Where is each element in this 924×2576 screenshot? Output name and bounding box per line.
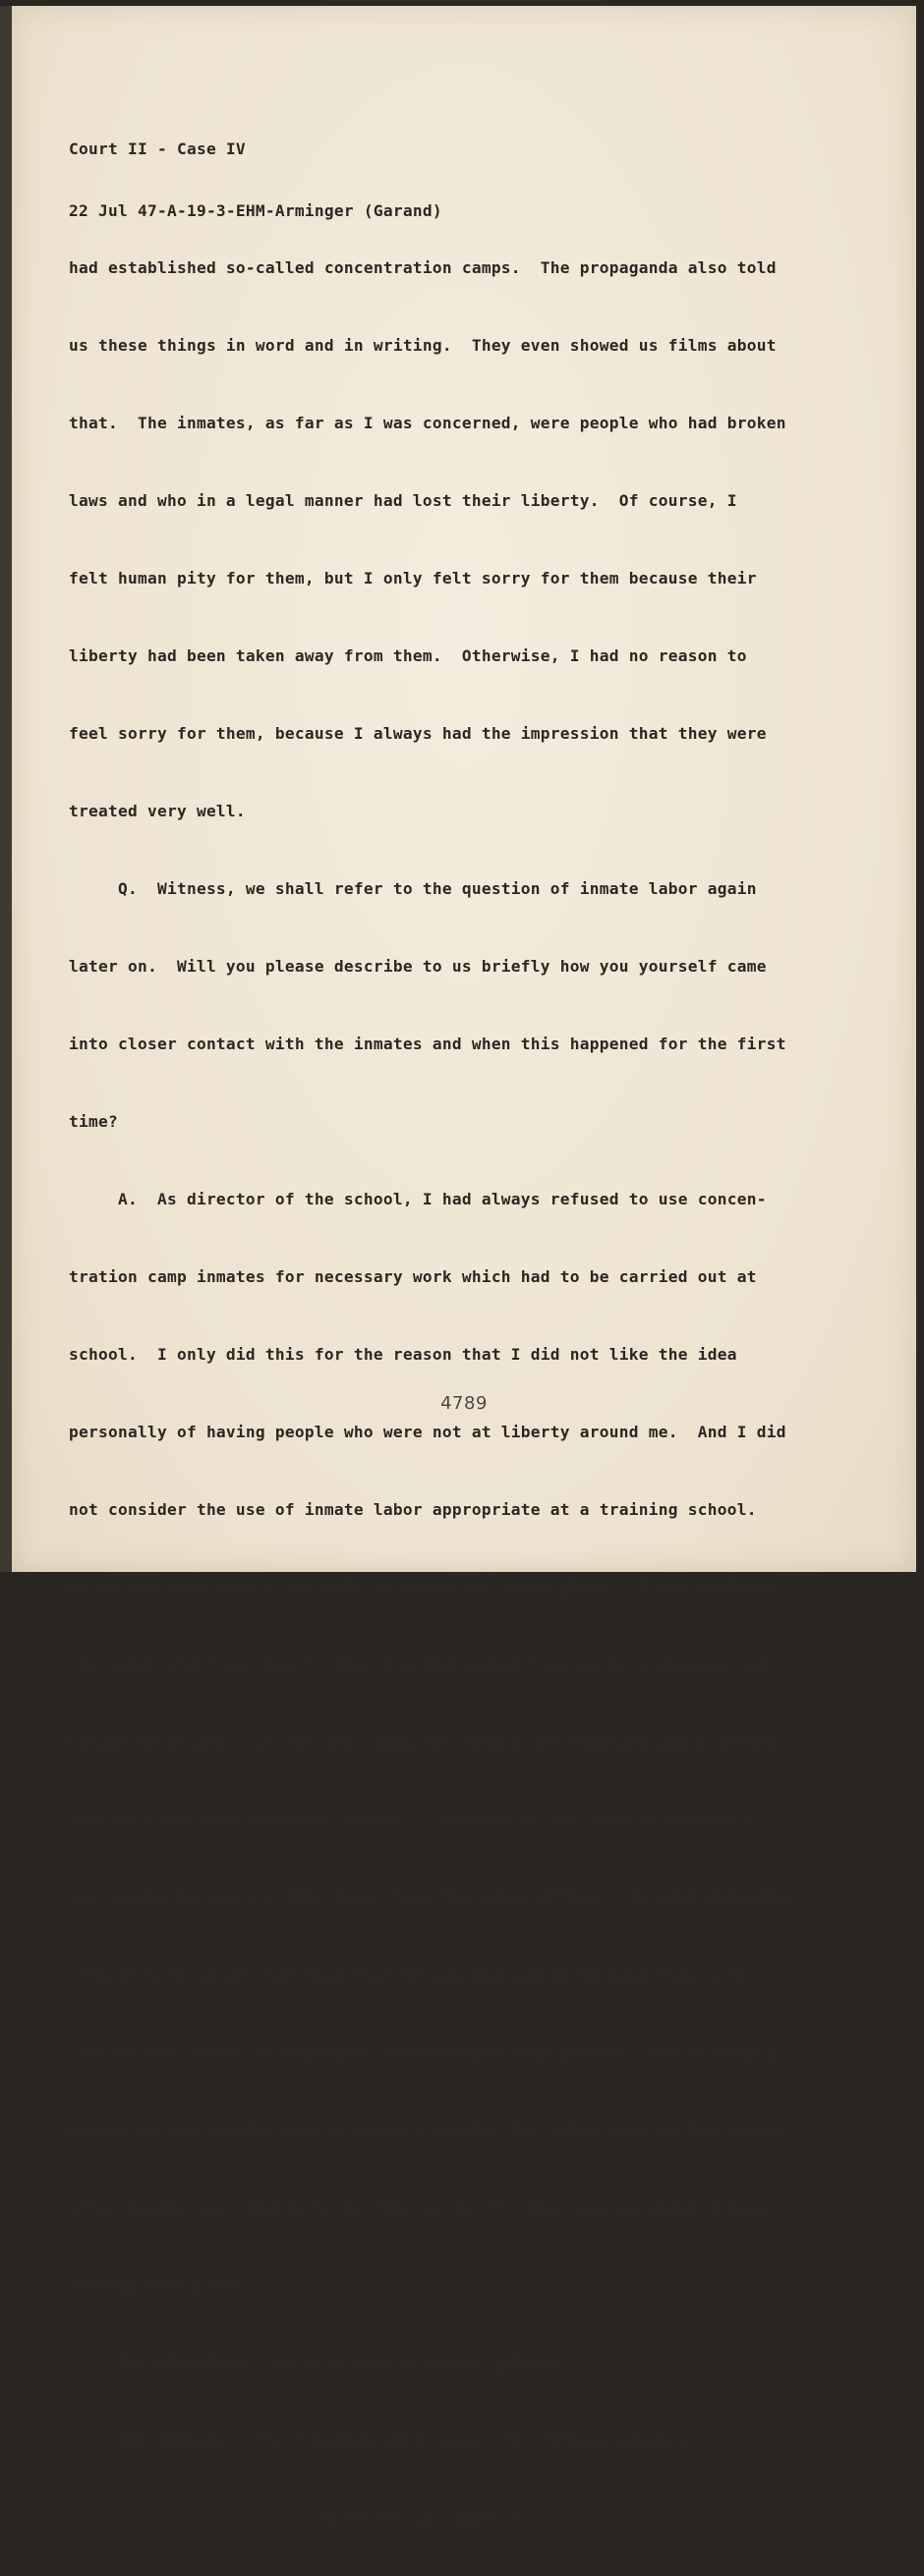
transcript-line: was unable to procure this labor from the Labor Office. My administrative bbox=[69, 1888, 796, 1907]
header-session-id: 22 Jul 47-A-19-3-EHM-Arminger (Garand) bbox=[69, 201, 442, 220]
transcript-line: A. As director of the school, I had always refused to use concen- bbox=[69, 1190, 767, 1208]
transcript-line: had established so-called concentration camps. The propaganda also told bbox=[69, 258, 777, 277]
transcript-line: personally of having people who were not at liberty around me. And I did bbox=[69, 1423, 786, 1441]
transcript-line: skilled craftsmen and other workers. Because of the lack of workers I bbox=[69, 1811, 757, 1829]
header-court-case: Court II - Case IV bbox=[69, 140, 246, 158]
transcript-line: us these things in word and in writing. They even showed us films about bbox=[69, 336, 777, 355]
transcript-line: tration camp inmates for necessary work which had to be carried out at bbox=[69, 1267, 757, 1286]
transcript-line: agreed to use inmates and to request inmates for daily work at the school, bbox=[69, 2121, 796, 2140]
transcript-line: carried out unless we employed concentration camp inmates, and finally I bbox=[69, 2044, 777, 2062]
transcript-line: that. The inmates, as far as I was concerned, were people who had broken bbox=[69, 414, 786, 432]
transcript-line: treated very well. bbox=[69, 802, 246, 820]
document-page bbox=[12, 6, 916, 2528]
transcript-line: after having been unable to do this so far for the reasons which I have bbox=[69, 2199, 767, 2217]
page-number: 4789 bbox=[440, 1393, 488, 1414]
transcript-line: officer told me at that time that it was impossible to have this work bbox=[69, 1966, 747, 1985]
transcript-line: became necessary. In the year 1941 the school was enlarged and I needed bbox=[69, 1733, 777, 1752]
transcript-line: feel sorry for them, because I always had the impression that they were bbox=[69, 724, 767, 743]
transcript-line: later on. Will you please describe to us briefly how you yourself came bbox=[69, 957, 767, 976]
scan-edge bbox=[0, 6, 12, 1572]
transcript-line: school. I only did this for the reason that I did not like the idea bbox=[69, 1345, 737, 1364]
transcript-line: liberty had been taken away from them. Otherwise, I had no reason to bbox=[69, 646, 747, 665]
transcript-line: time? bbox=[69, 1112, 118, 1131]
transcript-line: THE PRESIDENT: We will take a recess, please. bbox=[69, 2354, 570, 2373]
transcript-line: not consider the use of inmate labor appropriate at a training school. bbox=[69, 1500, 757, 1519]
transcript-line: Up to the year 1941 I was able to carry out those plans. I had employed bbox=[69, 1578, 777, 1596]
transcript-line: felt human pity for them, but I only felt sorry for them because their bbox=[69, 569, 757, 588]
transcript-line: already mentioned. bbox=[69, 2276, 246, 2295]
transcript-line: laws and who in a legal manner had lost their liberty. Of course, I bbox=[69, 491, 737, 510]
transcript-line: THE MARSHAL: The Tribunal will recess for fifteen minutes. bbox=[69, 2432, 698, 2450]
transcript-line: Q. Witness, we shall refer to the question of inmate labor again bbox=[69, 879, 757, 898]
transcript-line: (A recess was taken.) bbox=[69, 2509, 521, 2528]
transcript-line: charwomen and from time to time I would employ free workers whenever it bbox=[69, 1655, 767, 1674]
transcript-line: into closer contact with the inmates and when this happened for the first bbox=[69, 1035, 786, 1053]
